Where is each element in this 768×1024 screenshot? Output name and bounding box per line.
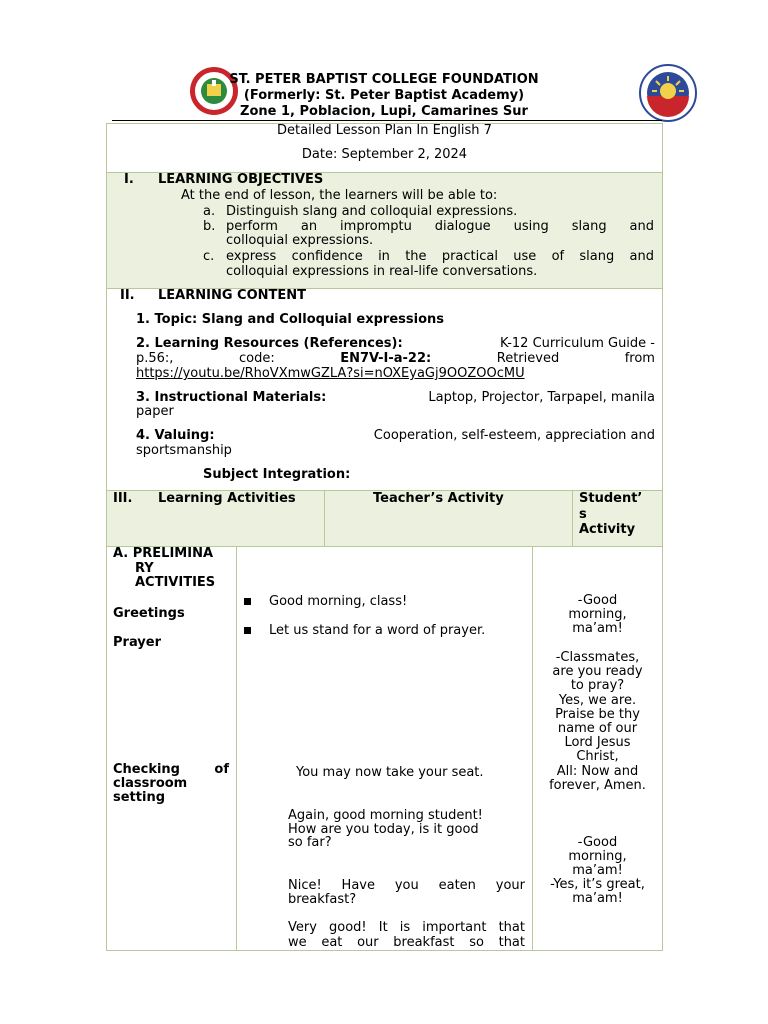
college-address: Zone 1, Poblacion, Lupi, Camarines Sur <box>240 104 528 119</box>
resources-from: from <box>624 351 655 366</box>
teacher-again: Again, good morning student! <box>288 808 483 823</box>
plan-title: Detailed Lesson Plan In English 7 <box>277 123 492 138</box>
teacher-how: How are you today, is it good <box>288 822 479 837</box>
resources-link[interactable]: https://youtu.be/RhoVXmwGZLA?si=nOXEyaGj9OOZOOcMU <box>136 366 525 381</box>
square-bullet-icon <box>244 598 251 605</box>
col-teacher-activity: Teacher’s Activity <box>373 491 504 506</box>
student-line: to pray? <box>570 678 625 694</box>
resources-retrieved: Retrieved <box>496 351 560 366</box>
student-line: name of our <box>557 721 638 737</box>
objective-marker: c. <box>203 249 215 264</box>
valuing-line <box>136 428 655 443</box>
prayer-label: Prayer <box>113 635 162 650</box>
student-response-3 <box>533 836 662 906</box>
valuing-text: Cooperation, self-esteem, appreciation and <box>373 428 655 443</box>
student-response-1 <box>533 594 662 636</box>
student-line: morning, <box>568 607 627 622</box>
student-line: -Yes, it’s great, <box>550 877 645 892</box>
student-line: Praise be thy <box>555 706 640 722</box>
resources-page: p.56:, <box>136 351 174 366</box>
prelim-heading: A. PRELIMINA <box>113 546 214 561</box>
objective-b-cont: colloquial expressions. <box>226 233 374 248</box>
objective-marker: b. <box>203 219 216 234</box>
college-former-name: (Formerly: St. Peter Baptist Academy) <box>243 88 525 103</box>
prelim-heading-2: RY <box>135 561 154 576</box>
student-line: ma’am! <box>572 621 623 636</box>
student-line: forever, Amen. <box>549 777 646 793</box>
checking-word: Checking <box>113 762 180 777</box>
objectives-intro: At the end of lesson, the learners will be able to: <box>181 188 498 203</box>
content-topic: 1. Topic: Slang and Colloquial expressions <box>136 312 444 327</box>
teacher-prayer: Let us stand for a word of prayer. <box>269 623 486 638</box>
square-bullet-icon <box>244 627 251 634</box>
teacher-so-far: so far? <box>288 835 332 850</box>
student-line: Christ, <box>576 749 619 765</box>
col-student-activity-2: s <box>579 507 587 522</box>
student-line: -Good <box>577 593 618 608</box>
subject-integration: Subject Integration: <box>203 467 351 482</box>
checking-label-3: setting <box>113 790 165 805</box>
resources-code-label: code: <box>238 351 275 366</box>
resources-label: 2. Learning Resources (References): <box>136 336 403 351</box>
objective-c-cont: colloquial expressions in real-life conversations. <box>226 264 538 279</box>
teacher-nice: Nice! Have you eaten your <box>288 878 525 893</box>
valuing-text-cont: sportsmanship <box>136 443 232 458</box>
student-line: Lord Jesus <box>564 735 631 751</box>
resources-code: EN7V-I-a-22: <box>340 351 432 366</box>
content-heading: LEARNING CONTENT <box>158 288 306 303</box>
student-line: ma’am! <box>572 863 623 878</box>
prelim-heading-3: ACTIVITIES <box>135 575 216 590</box>
student-line: -Good <box>577 835 618 850</box>
objective-c: express confidence in the practical use of slang and <box>226 249 654 264</box>
student-line: -Classmates, <box>555 650 640 665</box>
objectives-num: I. <box>124 172 134 187</box>
plan-date: Date: September 2, 2024 <box>301 147 468 162</box>
resources-line-2 <box>136 351 655 366</box>
resources-line <box>136 336 655 351</box>
teacher-greeting: Good morning, class! <box>269 594 408 609</box>
objective-a: Distinguish slang and colloquial expressions. <box>226 204 518 219</box>
college-name: ST. PETER BAPTIST COLLEGE FOUNDATION <box>229 72 539 87</box>
col-student-activity-1: Student’ <box>579 491 643 506</box>
materials-line <box>136 390 655 405</box>
student-response-2 <box>533 651 662 793</box>
teacher-breakfast: breakfast? <box>288 892 357 907</box>
materials-text: Laptop, Projector, Tarpapel, manila <box>428 390 655 405</box>
objective-b: perform an impromptu dialogue using slang and <box>226 219 654 234</box>
objective-marker: a. <box>203 204 216 219</box>
student-line: All: Now and <box>556 763 639 779</box>
resources-text: K-12 Curriculum Guide - <box>500 336 655 351</box>
col-learning-activities: Learning Activities <box>158 491 296 506</box>
activities-num: III. <box>113 491 133 506</box>
checking-label-2: classroom <box>113 776 188 791</box>
content-num: II. <box>120 288 135 303</box>
teacher-very-good: Very good! It is important that <box>288 920 525 935</box>
checking-label <box>113 762 229 777</box>
teacher-eat: we eat our breakfast so that <box>288 935 525 950</box>
student-line: Yes, we are. <box>558 692 637 708</box>
materials-label: 3. Instructional Materials: <box>136 390 327 405</box>
checking-of: of <box>214 762 229 777</box>
student-line: are you ready <box>552 664 643 680</box>
col-student-activity-3: Activity <box>579 522 636 537</box>
objectives-heading: LEARNING OBJECTIVES <box>158 172 324 187</box>
valuing-label: 4. Valuing: <box>136 428 215 443</box>
greetings-label: Greetings <box>113 606 185 621</box>
student-line: morning, <box>568 849 627 864</box>
materials-text-cont: paper <box>136 404 174 419</box>
student-line: ma’am! <box>572 891 623 906</box>
teacher-seat: You may now take your seat. <box>296 765 484 780</box>
header-rule <box>112 120 662 121</box>
